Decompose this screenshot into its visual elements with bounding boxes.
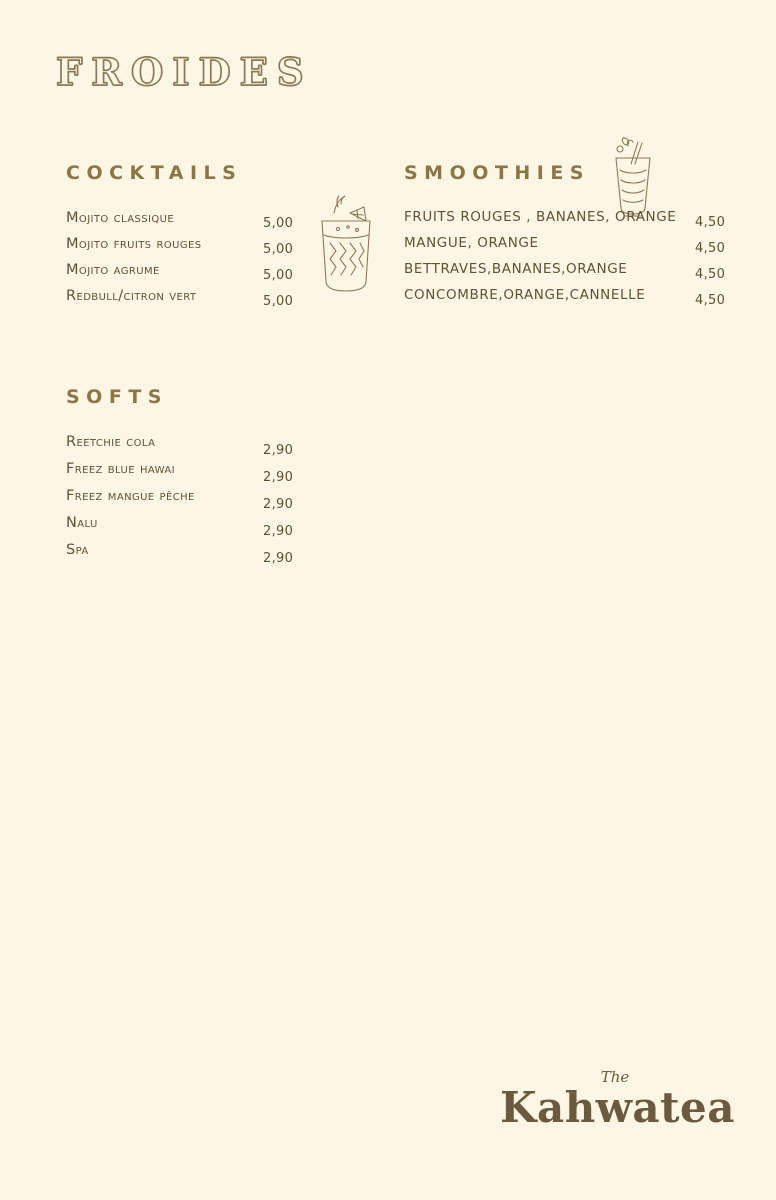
item-price: 4,50 [695,241,726,256]
section-title-softs: SOFTS [66,386,168,408]
list-item [66,288,304,314]
list-item [404,235,734,261]
item-price: 2,90 [263,497,294,512]
item-price: 5,00 [263,294,294,309]
smoothies-item-list [404,209,734,313]
list-item [66,542,304,569]
section-title-smoothies: SMOOTHIES [404,162,590,184]
list-item [66,210,304,236]
list-item [404,261,734,287]
list-item [66,236,304,262]
item-name: Nalu [66,515,98,531]
item-price: 2,90 [263,470,294,485]
list-item [66,515,304,542]
item-price: 4,50 [695,215,726,230]
item-name: Freez blue hawai [66,461,175,477]
logo-brand-name: Kahwatea [500,1083,735,1132]
item-price: 5,00 [263,242,294,257]
brand-logo [500,1068,735,1132]
item-price: 2,90 [263,443,294,458]
list-item [404,287,734,313]
item-name: Mojito agrume [66,262,160,278]
list-item [404,209,734,235]
item-name: Redbull/citron vert [66,288,197,304]
item-name: Mojito classique [66,210,175,226]
item-name: Freez mangue pêche [66,488,195,504]
item-name: Reetchie cola [66,434,156,450]
item-name: Spa [66,542,89,558]
item-name: BETTRAVES,BANANES,ORANGE [404,261,628,277]
cocktails-item-list [66,210,304,314]
item-price: 5,00 [263,216,294,231]
softs-item-list [66,434,304,569]
logo-the-text: The [600,1068,630,1086]
list-item [66,262,304,288]
cocktail-glass-icon [300,195,392,299]
item-name: MANGUE, ORANGE [404,235,539,251]
list-item [66,461,304,488]
item-name: CONCOMBRE,ORANGE,CANNELLE [404,287,646,303]
item-price: 4,50 [695,267,726,282]
section-title-cocktails: COCKTAILS [66,162,243,184]
list-item [66,488,304,515]
page-title: FROIDES [56,50,313,94]
item-name: Mojito fruits rouges [66,236,202,252]
item-price: 5,00 [263,268,294,283]
list-item [66,434,304,461]
item-price: 4,50 [695,293,726,308]
item-price: 2,90 [263,551,294,566]
item-name: FRUITS ROUGES , BANANES, ORANGE [404,209,677,225]
item-price: 2,90 [263,524,294,539]
